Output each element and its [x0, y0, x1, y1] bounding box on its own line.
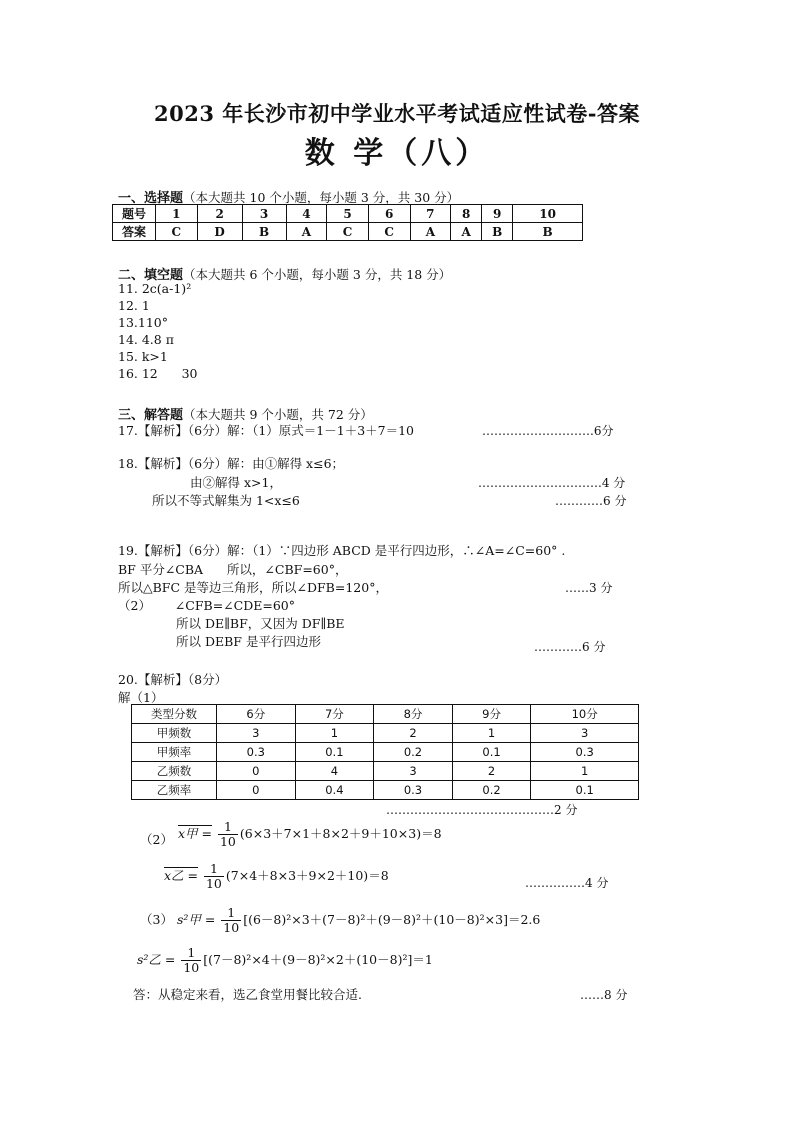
table-header-cell: 8分 [374, 705, 453, 724]
table-row [132, 743, 639, 762]
table-cell: 0.1 [452, 743, 531, 762]
fraction: $\frac{1}{10}$ [219, 819, 236, 849]
table-cell: 1 [452, 724, 531, 743]
table-cell: 0.2 [452, 781, 531, 800]
mean-b-expression: (7×4＋8×3＋9×2＋10)＝8 [225, 868, 389, 883]
table-cell: 0 [217, 762, 296, 781]
question-number: 8 [451, 205, 482, 223]
table-row [132, 724, 639, 743]
answer-cell: B [513, 223, 583, 241]
table-cell: 1 [295, 724, 374, 743]
question-number: 2 [197, 205, 242, 223]
document-title: 2023 年长沙市初中学业水平考试适应性试卷-答案 [154, 101, 640, 126]
q19-line3: 所以△BFC 是等边三角形，所以∠DFB=120°， [118, 580, 388, 595]
q20-table-score: ……………………………………2 分 [386, 803, 578, 817]
question-number: 10 [513, 205, 583, 223]
fill-answer-14: 14. 4.8 π [118, 332, 174, 347]
q18-score-4: ………………………….4 分 [478, 476, 626, 490]
frequency-table [131, 704, 639, 800]
table-row [113, 205, 583, 223]
answer-cell: C [327, 223, 369, 241]
q17-solution: 17.【解析】（6分）解：（1）原式＝1－1＋3＋7＝10 [118, 423, 415, 438]
subject-title: 数 学（八） [304, 136, 490, 171]
fill-answer-12: 12. 1 [118, 298, 150, 313]
q19-line6: 所以 DEBF 是平行四边形 [176, 634, 321, 649]
table-header-cell: 10分 [531, 705, 639, 724]
q20-part2-label: （2） [140, 832, 173, 847]
q19-line4: （2） ∠CFB=∠CDE=60° [118, 598, 295, 613]
answer-cell: B [482, 223, 513, 241]
answer-cell: B [242, 223, 286, 241]
fill-answer-11: 11. 2c(a-1)² [118, 281, 192, 296]
fill-answer-15: 15. k>1 [118, 349, 168, 364]
q19-score-6: …………6 分 [534, 640, 606, 654]
table-cell: 4 [295, 762, 374, 781]
table-cell: 0.4 [295, 781, 374, 800]
table-row [113, 223, 583, 241]
table-row [132, 705, 639, 724]
q20-line1: 20.【解析】（8分） [118, 672, 228, 687]
q19-line2: BF 平分∠CBA 所以，∠CBF=60°， [118, 562, 348, 577]
q20-final-score: ……8 分 [580, 988, 628, 1002]
section-fill-note: （本大题共 6 个小题，每小题 3 分，共 18 分） [183, 267, 452, 282]
mean-a-expression: (6×3＋7×1＋8×2＋9＋10×3)＝8 [239, 826, 442, 841]
fraction: $\frac{1}{10}$ [183, 945, 200, 975]
mean-a-formula [178, 820, 442, 849]
table-cell: 0.3 [531, 743, 639, 762]
table-cell: 0.1 [531, 781, 639, 800]
q18-score-6: …………6 分 [555, 494, 627, 508]
table-cell: 2 [374, 724, 453, 743]
mean-b-formula [164, 862, 389, 891]
question-number: 9 [482, 205, 513, 223]
table-cell: 2 [452, 762, 531, 781]
section-choice-title: 一、选择题 [118, 191, 184, 206]
table-cell: 0 [217, 781, 296, 800]
section-choice-note: （本大题共 10 个小题，每小题 3 分，共 30 分） [183, 190, 460, 205]
question-number: 7 [410, 205, 451, 223]
variance-a-formula [140, 906, 540, 935]
question-number: 4 [286, 205, 327, 223]
table-row-label: 乙频率 [132, 781, 217, 800]
answer-cell: D [197, 223, 242, 241]
table-cell: 3 [217, 724, 296, 743]
table-cell: 3 [374, 762, 453, 781]
table-row [132, 762, 639, 781]
variance-b-expression: [(7－8)²×4＋(9－8)²×2＋(10－8)²]＝1 [203, 952, 433, 967]
table-header-cell: 9分 [452, 705, 531, 724]
q18-line1: 18.【解析】（6分）解：由①解得 x≤6； [118, 456, 345, 471]
fill-answer-13: 13.110° [118, 315, 168, 330]
q19-line1: 19.【解析】（6分）解：（1）∵四边形 ABCD 是平行四边形，∴∠A=∠C=60° . [118, 543, 566, 558]
question-number: 5 [327, 205, 369, 223]
table-cell: 0.3 [374, 781, 453, 800]
row-label-answer: 答案 [113, 223, 156, 241]
question-number: 3 [242, 205, 286, 223]
table-header-cell: 类型分数 [132, 705, 217, 724]
q19-score-3: ……3 分 [565, 581, 613, 595]
fill-answer-16: 16. 12 30 [118, 366, 198, 381]
answer-cell: A [451, 223, 482, 241]
q20-part3-label: （3） [140, 912, 173, 927]
q20-conclusion: 答：从稳定来看，选乙食堂用餐比较合适. [133, 987, 362, 1002]
answer-cell: A [410, 223, 451, 241]
table-cell: 1 [531, 762, 639, 781]
table-header-cell: 6分 [217, 705, 296, 724]
table-row-label: 甲频率 [132, 743, 217, 762]
variance-a-symbol: s²甲 = [176, 912, 216, 927]
variance-b-symbol: s²乙 = [137, 952, 176, 967]
section-solve-title: 三、解答题 [118, 408, 184, 423]
answer-cell: A [286, 223, 327, 241]
section-solve-note: （本大题共 9 个小题，共 72 分） [183, 407, 373, 422]
table-cell: 3 [531, 724, 639, 743]
table-cell: 0.3 [217, 743, 296, 762]
table-row-label: 甲频数 [132, 724, 217, 743]
q20-line2: 解（1） [118, 690, 164, 705]
table-cell: 0.1 [295, 743, 374, 762]
answer-cell: C [368, 223, 410, 241]
section-fill-title: 二、填空题 [118, 268, 184, 283]
table-cell: 0.2 [374, 743, 453, 762]
question-number: 6 [368, 205, 410, 223]
fraction: $\frac{1}{10}$ [205, 861, 222, 891]
q19-line5: 所以 DE∥BF，又因为 DF∥BE [176, 616, 345, 631]
answer-cell: C [156, 223, 198, 241]
question-number: 1 [156, 205, 198, 223]
q18-line2: 由②解得 x>1， [190, 475, 282, 490]
choice-answer-table [112, 204, 583, 241]
table-row [132, 781, 639, 800]
variance-a-expression: [(6－8)²×3＋(7－8)²＋(9－8)²＋(10－8)²×3]＝2.6 [243, 912, 541, 927]
q17-score: ……………………….6分 [482, 424, 614, 438]
table-header-cell: 7分 [295, 705, 374, 724]
fraction: $\frac{1}{10}$ [223, 905, 240, 935]
q20-mean-score: ……………4 分 [525, 876, 609, 890]
mean-b-symbol: x乙 = [164, 868, 198, 883]
mean-a-symbol: x甲 = [178, 826, 212, 841]
row-label-number: 题号 [113, 205, 156, 223]
variance-b-formula [137, 946, 433, 975]
table-row-label: 乙频数 [132, 762, 217, 781]
q18-line3: 所以不等式解集为 1<x≤6 [152, 493, 300, 508]
